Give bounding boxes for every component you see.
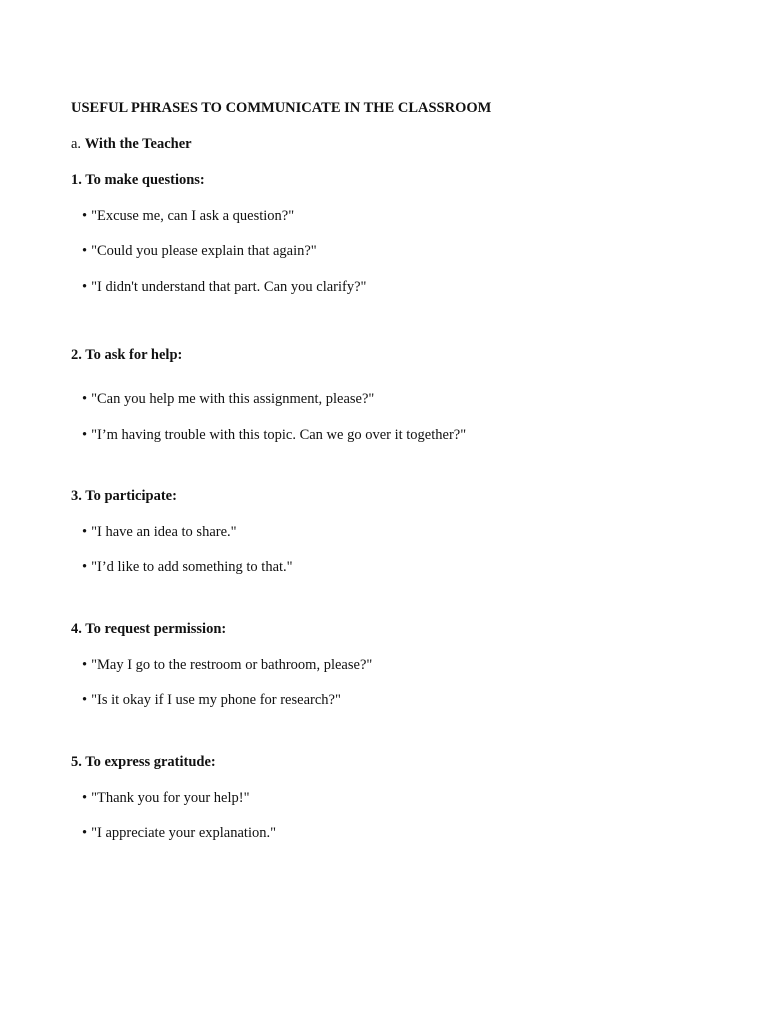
bullet-icon: • — [82, 208, 88, 224]
phrase-text: "Is it okay if I use my phone for research?" — [91, 692, 341, 708]
bullet-icon: • — [82, 692, 88, 708]
document-title: USEFUL PHRASES TO COMMUNICATE IN THE CLASSROOM — [71, 100, 492, 116]
section-heading-participate: 3. To participate: — [71, 488, 177, 504]
list-item — [82, 824, 276, 842]
list-item — [82, 390, 374, 408]
section-heading-questions: 1. To make questions: — [71, 172, 205, 188]
phrase-text: "Can you help me with this assignment, please?" — [91, 391, 375, 407]
bullet-icon: • — [82, 657, 88, 673]
bullet-icon: • — [82, 524, 88, 540]
bullet-icon: • — [82, 279, 88, 295]
list-item — [82, 242, 317, 260]
phrase-text: "Thank you for your help!" — [91, 790, 250, 806]
phrase-text: "I’m having trouble with this topic. Can we go over it together?" — [91, 427, 467, 443]
subsection-heading — [71, 135, 192, 153]
phrase-text: "I’d like to add something to that." — [91, 559, 293, 575]
bullet-icon: • — [82, 427, 88, 443]
phrase-text: "May I go to the restroom or bathroom, please?" — [91, 657, 373, 673]
list-item — [82, 278, 366, 296]
subsection-label: With the Teacher — [84, 136, 192, 152]
list-item — [82, 789, 250, 807]
list-item — [82, 691, 341, 709]
list-item — [82, 207, 294, 225]
list-item — [82, 426, 466, 444]
subsection-prefix: a. — [71, 136, 85, 152]
phrase-text: "Could you please explain that again?" — [91, 243, 317, 259]
section-heading-permission: 4. To request permission: — [71, 621, 227, 637]
phrase-text: "I have an idea to share." — [91, 524, 237, 540]
list-item — [82, 656, 372, 674]
bullet-icon: • — [82, 559, 88, 575]
bullet-icon: • — [82, 825, 88, 841]
phrase-text: "Excuse me, can I ask a question?" — [91, 208, 295, 224]
bullet-icon: • — [82, 391, 88, 407]
phrase-text: "I didn't understand that part. Can you clarify?" — [91, 279, 367, 295]
section-heading-help: 2. To ask for help: — [71, 347, 183, 363]
bullet-icon: • — [82, 243, 88, 259]
list-item — [82, 523, 237, 541]
section-heading-gratitude: 5. To express gratitude: — [71, 754, 216, 770]
phrase-text: "I appreciate your explanation." — [91, 825, 277, 841]
bullet-icon: • — [82, 790, 88, 806]
list-item — [82, 558, 293, 576]
